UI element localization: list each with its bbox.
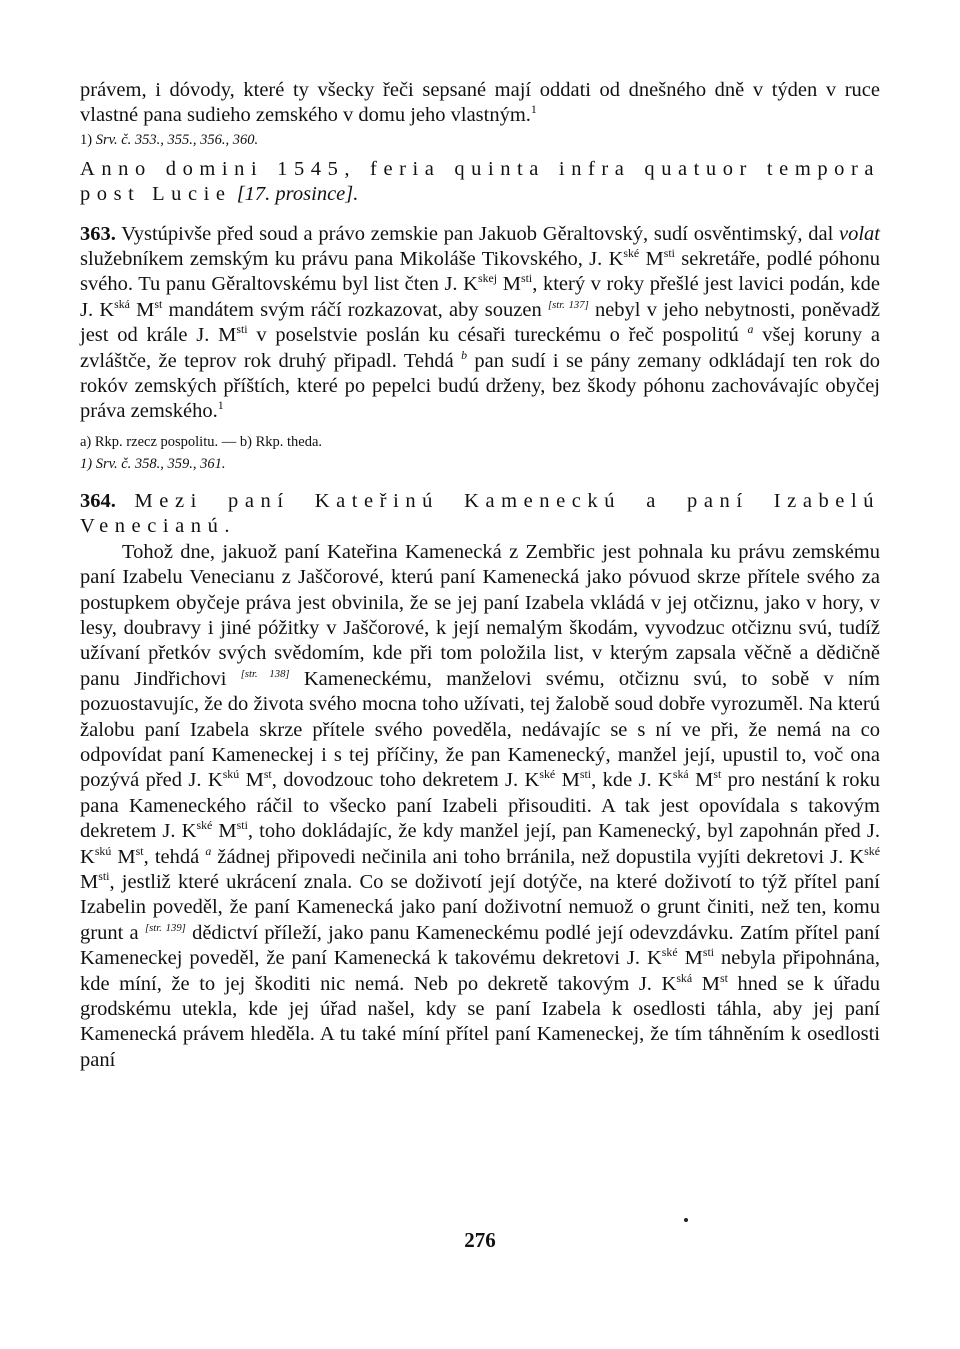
- abbrev-sup: st: [154, 297, 163, 312]
- abbrev-sup: ské: [623, 246, 640, 261]
- page-marker: [str. 138]: [240, 668, 290, 680]
- footnote-reference: 1: [530, 102, 537, 117]
- entry-364-heading: [80, 489, 880, 540]
- abbrev-sup: ské: [661, 945, 678, 960]
- entry-text: žádnej připovedi nečinila ani toho brránila, než dopustila vyjíti dekretovi J. K: [211, 845, 865, 868]
- footnote-reference: 1: [217, 398, 224, 413]
- entry-number: 364.: [80, 489, 116, 512]
- abbrev-sup: sti: [702, 945, 715, 960]
- entry-text: M: [111, 845, 136, 868]
- abbrev-sup: ská: [672, 767, 689, 782]
- abbrev-sup: ské: [539, 767, 556, 782]
- variant-mark: b: [461, 347, 467, 362]
- entry-text: M: [129, 298, 155, 321]
- date-line-latin: Anno domini 1545, feria quinta infra quatuor tempora post Lucie: [80, 157, 880, 206]
- abbrev-sup: st: [135, 843, 144, 858]
- abbrev-sup: st: [263, 767, 272, 782]
- footnote-mark: 1): [80, 131, 93, 148]
- abbrev-sup: skej: [477, 271, 498, 286]
- entry-text: , kde J. K: [591, 769, 673, 792]
- entry-text: nebyla připohnána, kde míní, že to jej škoditi nic nemá. Neb po dekretě takovým J. K: [80, 947, 880, 995]
- abbrev-sup: st: [713, 767, 722, 782]
- date-line: [80, 157, 880, 208]
- entry-text: služebníkem zemským ku právu pana Mikoláše Tikovského, J. K: [80, 248, 624, 271]
- footnote-text: 1) Srv. č. 358., 359., 361.: [80, 455, 226, 472]
- entry-text: , který v roky přešlé jest lavici podán, kde J. K: [80, 273, 880, 321]
- entry-text: sekretáře, podlé póhonu svého. Tu panu Gěraltovskému byl list čten J. K: [80, 248, 880, 296]
- abbrev-sup: ská: [676, 970, 693, 985]
- page-marker: [str. 137]: [547, 300, 589, 312]
- entry-text: pro nestání k roku pana Kameneckého ráčil to všecko paní Izabeli přisouditi. A tak jest opovídala s takovým dekretem J. K: [80, 769, 881, 843]
- entry-text: Tohož dne, jakuož paní Kateřina Kamenecká z Zembřic jest pohnala ku právu zemskému paní Izabelu Venecianu z Jaščorové, kterú paní Kamenecká jako póvuod skrze přítele svého za postupkem obyčeje práva jest obvinila, že se jej paní Izabela vkládá v jej otčiznu, jako v hory, v lesy, doubravy i jiné póžitky v Jaščorové, k její nemalým škodám, vyvodzuc otčiznu svú, tudíž užívaní přetkóv svých svědomím, kde při tom položila list, v kterým zapsala věčně a dědičně panu Jindřichovi: [80, 540, 880, 690]
- footnote-references: [80, 453, 880, 475]
- entry-heading: Mezi paní Kateřinú Kameneckú a paní Izabelú Venecianú.: [80, 489, 881, 538]
- abbrev-sup: sti: [520, 271, 533, 286]
- entry-text: M: [239, 769, 264, 792]
- entry-text: hned se k úřadu grodskému utekla, kde jej úřad našel, kdy se paní Izabela k osedlosti táhla, aby jej paní Kamenecká právem hleděla. A tu také míní přítel paní Kameneckej, že tím táhněním k osedlosti paní: [80, 972, 880, 1071]
- abbrev-sup: sti: [236, 818, 248, 833]
- footnote-text: a) Rkp. rzecz pospolitu. — b) Rkp. theda.: [80, 433, 323, 450]
- entry-text: mandátem svým ráčí rozkazovat, aby souzen: [162, 298, 548, 321]
- variant-mark: a: [747, 322, 754, 337]
- entry-text: všej koruny a zvláštče, že teprov rok druhý připadl. Tehdá: [80, 324, 880, 372]
- page-marker: [str. 139]: [144, 922, 186, 934]
- abbrev-sup: sti: [663, 246, 675, 261]
- entry-text: , toho dokládajíc, že kdy manžel její, pan Kamenecký, byl zapohnán před J. K: [80, 820, 880, 868]
- entry-text: Kameneckému, manželovi svému, otčiznu svú, to sobě v ním pozuostavujíc, že do života svého mocna toho užívati, tej žalobě soud dobře vyrozuměl. Na kterú žalobu paní Izabela skrze přítele svého poveděla, nedávajíc se s ní ve při, že nemá na co odpovídat paní Kameneckej i s tej příčiny, že pan Kamenecký, manžel její, upustil to, voč ona pozývá před J. K: [80, 667, 880, 792]
- paragraph-continuation: [80, 78, 880, 129]
- entry-363: [80, 222, 880, 425]
- date-line-bracket: [17. prosince].: [236, 183, 359, 206]
- entry-text: M: [212, 820, 237, 843]
- footnote-353: [80, 129, 880, 151]
- continuation-text: právem, i dóvody, které ty všecky řeči sepsané mají oddati od dnešného dně v týden v ruce vlastné pana sudieho zemského v domu jeho vlastným.: [80, 79, 880, 127]
- abbrev-sup: skú: [222, 767, 240, 782]
- entry-text: M: [688, 769, 714, 792]
- entry-text: , jestliž které ukrácení znala. Co se doživotí její dotýče, na které doživotí to týž přítel paní Izabelin poveděl, že paní Kamenecká jako paní doživotní nemuož o grunt činiti, než ten, komu grunt a: [80, 870, 880, 944]
- abbrev-sup: sti: [98, 869, 110, 884]
- footnote-text: Srv. č. 353., 355., 356., 360.: [95, 131, 259, 148]
- abbrev-sup: ská: [114, 297, 130, 312]
- entry-text: M: [497, 273, 521, 296]
- abbrev-sup: st: [719, 970, 728, 985]
- entry-text: v poselstvie poslán ku césaři tureckému o řeč pospolitú: [247, 324, 748, 347]
- entry-italic-word: volat: [839, 222, 880, 245]
- footnote-variants: [80, 431, 880, 453]
- entry-364: [80, 540, 880, 1074]
- abbrev-sup: sti: [579, 767, 592, 782]
- entry-text: M: [639, 248, 664, 271]
- entry-text: dědictví příleží, jako panu Kameneckému podlé její odevzdávku. Zatím přítel paní Kameneckej poveděl, že paní Kamenecká k takovému dekretovi J. K: [80, 921, 880, 970]
- abbrev-sup: skú: [94, 843, 112, 858]
- entry-text: M: [677, 947, 703, 970]
- entry-text: , dovodzouc toho dekretem J. K: [271, 769, 540, 792]
- abbrev-sup: ské: [196, 818, 213, 833]
- abbrev-sup: ské: [864, 843, 880, 858]
- variant-mark: a: [205, 843, 212, 858]
- entry-text: nebyl v jeho nebytnosti, poněvadž jest od krále J. M: [80, 298, 880, 347]
- page-number: 276: [464, 1228, 496, 1252]
- entry-text: M: [80, 870, 99, 893]
- entry-text: , tehdá: [143, 845, 206, 868]
- entry-number: 363.: [80, 222, 116, 245]
- entry-text: Vystúpivše před soud a právo zemskie pan Jakuob Gěraltovský, sudí osvěntimský, dal: [115, 222, 839, 245]
- stray-mark: [684, 1218, 688, 1222]
- document-page: [80, 78, 880, 1073]
- entry-text: M: [555, 769, 580, 792]
- entry-text: M: [692, 972, 720, 995]
- entry-text: pan sudí i se pány zemany odkládají ten rok do rokóv zemských příštích, které po pepelci budú drženy, bez škody póhonu zachovávajíc obyčej práva zemského.: [80, 349, 880, 423]
- abbrev-sup: sti: [236, 322, 248, 337]
